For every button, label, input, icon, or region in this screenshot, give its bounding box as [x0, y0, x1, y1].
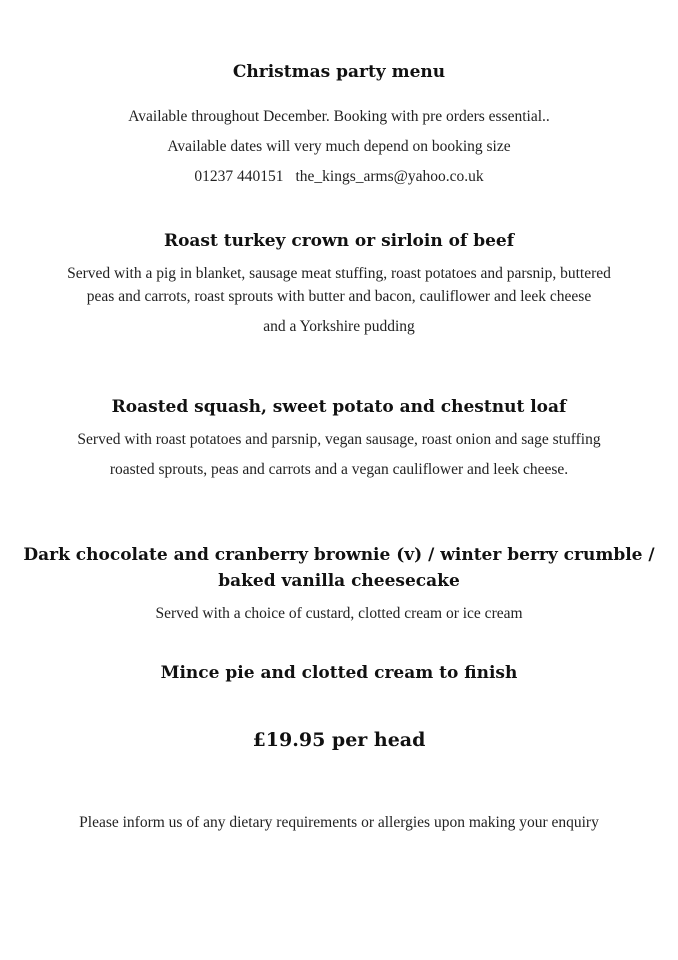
contact-line [0, 168, 678, 186]
dietary-note: Please inform us of any dietary requirements or allergies upon making your enquiry [79, 814, 599, 831]
course-description-line: roasted sprouts, peas and carrots and a vegan cauliflower and leek cheese. [109, 461, 569, 478]
price-per-head: £19.95 per head [252, 729, 426, 751]
menu-title: Christmas party menu [232, 62, 446, 82]
course-description-line: peas and carrots, roast sprouts with butter and bacon, cauliflower and leek cheese [86, 288, 592, 305]
course-heading-roast: Roast turkey crown or sirloin of beef [163, 231, 515, 251]
course-description-line: Served with roast potatoes and parsnip, vegan sausage, roast onion and sage stuffing [77, 431, 601, 448]
course-description-line: Served with a pig in blanket, sausage meat stuffing, roast potatoes and parsnip, buttered [67, 265, 611, 282]
course-heading-desserts-cont: baked vanilla cheesecake [218, 571, 460, 591]
course-description-line: Served with a choice of custard, clotted cream or ice cream [155, 605, 523, 622]
course-heading-desserts: Dark chocolate and cranberry brownie (v) / winter berry crumble / [23, 545, 655, 565]
contact-phone: 01237 440151 [194, 168, 284, 185]
contact-email: the_kings_arms@yahoo.co.uk [295, 168, 484, 185]
intro-availability: Available throughout December. Booking with pre orders essential.. [128, 108, 550, 125]
course-description-line: and a Yorkshire pudding [263, 318, 415, 335]
course-heading-mince-pie: Mince pie and clotted cream to finish [160, 663, 518, 683]
course-heading-vegan-loaf: Roasted squash, sweet potato and chestnut loaf [111, 397, 567, 417]
intro-dates: Available dates will very much depend on booking size [167, 138, 511, 155]
